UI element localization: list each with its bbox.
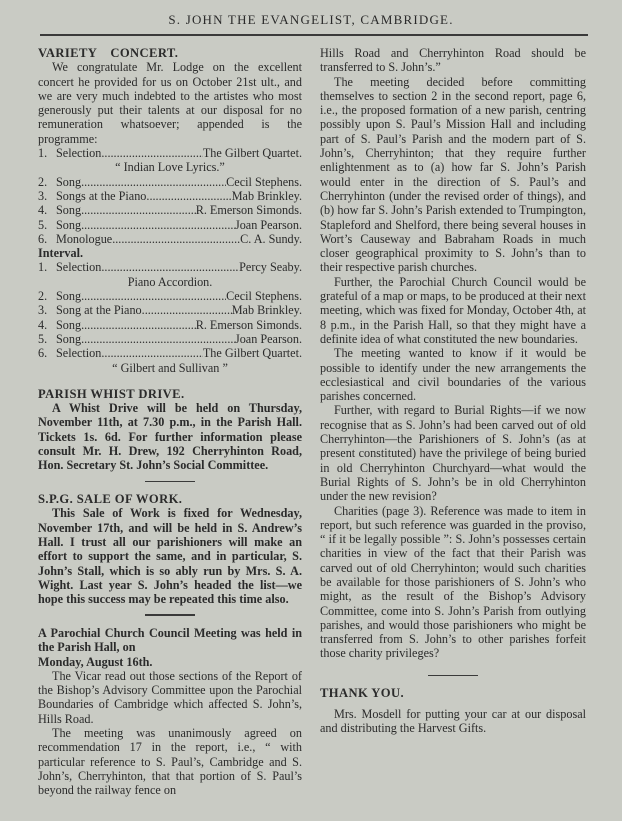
pcc-paragraph: The meeting decided before committing themselves to section 2 in the second report, page 6, i.e., the proposed formation of a new parish, centring possibly upon S. Paul’s Mission Hall and including part of S. Paul’s Parish and the modern part of S. John’s, Cherryhinton; that they require further enlightenment as to (a) how far S. John’s Parish would enter in the direction of S. Paul’s and Cherryhinton (under the revised order of things), and (b) how far S. John’s Parish extended to Trumpington, Stapleford and Shelford, there being several houses in Wort’s Causeway and Babraham Roads in much closer geographical proximity to S. John’s than to their respective parish churches. xyxy=(320,74,586,275)
left-column xyxy=(38,46,302,798)
programme-item-title: Song at the Piano xyxy=(56,303,142,318)
programme-performer: C. A. Sundy. xyxy=(240,231,302,246)
programme-number: 2. xyxy=(38,289,48,304)
spg-heading: S.P.G. SALE OF WORK. xyxy=(38,492,183,507)
programme-performer: The Gilbert Quartet. xyxy=(202,346,302,361)
programme-item xyxy=(38,189,302,203)
programme-item xyxy=(38,203,302,217)
programme-item-title: Selection xyxy=(56,346,102,361)
programme-item xyxy=(38,332,302,346)
dot-leader xyxy=(146,189,231,203)
spg-text: This Sale of Work is fixed for Wednesday, November 17th, and will be held in S. Andrew’s Hall. I trust all our parishioners will make an effort to support the same, and in particular, S. John’s Stall, which is so ably run by Mrs. S. A. Wight. Last year S. John’s headed the list—we hope this success may be repeated this time also. xyxy=(38,506,302,607)
programme-number: 6. xyxy=(38,231,48,246)
programme-performer: The Gilbert Quartet. xyxy=(202,146,302,161)
pcc-date: Monday, August 16th. xyxy=(38,654,153,669)
programme-item-title: Song xyxy=(56,289,82,304)
dot-leader xyxy=(81,318,196,332)
pcc-paragraph: Charities (page 3). Reference was made to item in report, but such reference was guarded in the proviso, “ if it be legally possible ”: S. John’s possesses certain charities in view of the fact that their Parish was carved out of old Cherryhinton; would such charities be available for those parishioners of S. John’s who might, as the result of the Bishop’s Advisory Committee, come into S. John’s Parish from outlying parishes, and would those parishioners who might be transferred from S. John’s to other parishes forfeit those charity privileges? xyxy=(320,503,586,661)
dot-leader xyxy=(81,175,226,189)
programme-number: 6. xyxy=(38,346,48,361)
programme-performer: Cecil Stephens. xyxy=(226,289,302,304)
programme-number: 4. xyxy=(38,203,48,218)
pcc-paragraph: Hills Road and Cherryhinton Road should be transferred to S. John’s.” xyxy=(320,46,586,75)
programme-number: 5. xyxy=(38,217,48,232)
programme-number: 4. xyxy=(38,317,48,332)
dot-leader xyxy=(101,260,239,274)
programme-item xyxy=(38,175,302,189)
dot-leader xyxy=(81,289,226,303)
programme-item-title: Monologue xyxy=(56,231,113,246)
programme-item-title: Selection xyxy=(56,146,102,161)
programme-subtitle: “ Gilbert and Sullivan ” xyxy=(112,360,228,375)
dot-leader xyxy=(81,332,235,346)
page-header: S. JOHN THE EVANGELIST, CAMBRIDGE. xyxy=(168,12,454,27)
programme-item xyxy=(38,260,302,274)
dot-leader xyxy=(101,346,202,360)
pcc-paragraph: Further, the Parochial Church Council would be grateful of a map or maps, to be produced at their next meeting, which was fixed for Monday, October 4th, at 8 p.m., in the Parish Hall, so that they might have a definite idea of what constituted the new boundaries. xyxy=(320,274,586,346)
section-divider xyxy=(145,481,195,483)
programme-item-title: Song xyxy=(56,203,82,218)
programme-performer: Mab Brinkley. xyxy=(231,303,302,318)
pcc-paragraph: The meeting was unanimously agreed on recommendation 17 in the report, i.e., “ with particular reference to S. Paul’s, Cambridge and S. John’s, Cherryhinton, that that portion of S. Paul’s beyond the railway fence on xyxy=(38,726,302,798)
programme-item-title: Selection xyxy=(56,260,102,275)
right-column xyxy=(320,46,586,735)
programme-number: 3. xyxy=(38,303,48,318)
programme-item-title: Song xyxy=(56,217,82,232)
programme-part1 xyxy=(38,146,302,246)
programme-performer: R. Emerson Simonds. xyxy=(195,203,302,218)
programme-item xyxy=(38,303,302,317)
pcc-paragraph: The meeting wanted to know if it would be possible to identify under the new arrangements the ecclesiastical and civil boundaries of the various parishes concerned. xyxy=(320,346,586,404)
programme-number: 3. xyxy=(38,188,48,203)
programme-item xyxy=(38,218,302,232)
programme-item xyxy=(38,346,302,360)
variety-heading: VARIETY CONCERT. xyxy=(38,46,179,60)
pcc-paragraph: Further, with regard to Burial Rights—if we now recognise that as S. John’s had been carved out of old Cherryhinton—the Parishioners of S. John’s (as at present constituted) have the privilege of being buried in old Cherryhinton Churchyard—what would the Burial Rights of S. John’s be in old Cherryhinton under the new revision? xyxy=(320,403,586,504)
programme-subtitle: Piano Accordion. xyxy=(127,274,213,289)
section-divider xyxy=(145,614,195,616)
interval-heading: Interval. xyxy=(38,246,84,261)
spacer xyxy=(38,375,302,387)
pcc-paragraph: The Vicar read out those sections of the Report of the Bishop’s Advisory Committee upon the Parochial Boundaries of Cambridge which affected S. John’s, Hills Road. xyxy=(38,668,302,726)
thanks-heading: THANK YOU. xyxy=(320,686,404,701)
dot-leader xyxy=(81,203,196,217)
programme-performer: Joan Pearson. xyxy=(234,217,302,232)
programme-performer: Mab Brinkley. xyxy=(231,188,302,203)
dot-leader xyxy=(81,218,235,232)
programme-item xyxy=(38,232,302,246)
programme-item-title: Song xyxy=(56,331,82,346)
whist-heading: PARISH WHIST DRIVE. xyxy=(38,386,185,401)
programme-subtitle: “ Indian Love Lyrics.” xyxy=(115,160,225,175)
thanks-text: Mrs. Mosdell for putting your car at our disposal and distributing the Harvest Gifts. xyxy=(320,706,586,735)
programme-item xyxy=(38,289,302,303)
programme-number: 2. xyxy=(38,174,48,189)
programme-number: 1. xyxy=(38,146,48,161)
programme-number: 5. xyxy=(38,331,48,346)
programme-item xyxy=(38,318,302,332)
dot-leader xyxy=(101,146,202,160)
section-divider xyxy=(428,675,478,677)
programme-item-title: Songs at the Piano xyxy=(56,188,147,203)
variety-intro: We congratulate Mr. Lodge on the excellent concert he provided for us on October 21st ult., and we are very much indebted to the artistes who most generously put their talents at our disposal for no remuneration whatsoever; appended is the programme: xyxy=(38,60,302,146)
programme-item-title: Song xyxy=(56,174,82,189)
dot-leader xyxy=(142,303,232,317)
programme-item-title: Song xyxy=(56,317,82,332)
dot-leader xyxy=(112,232,240,246)
programme-part2 xyxy=(38,260,302,374)
programme-performer: Cecil Stephens. xyxy=(226,174,302,189)
programme-performer: Percy Seaby. xyxy=(239,260,302,275)
programme-number: 1. xyxy=(38,260,48,275)
whist-text: A Whist Drive will be held on Thursday, November 11th, at 7.30 p.m., in the Parish Hall. Tickets 1s. 6d. For further information please consult Mr. H. Drew, 192 Cherryhinton Road, Hon. Secretary St. John’s Social Committee. xyxy=(38,401,302,473)
programme-item xyxy=(38,146,302,160)
pcc-heading: A Parochial Church Council Meeting was held in the Parish Hall, on xyxy=(38,625,302,655)
header-rule xyxy=(40,34,588,36)
programme-performer: Joan Pearson. xyxy=(234,331,302,346)
programme-performer: R. Emerson Simonds. xyxy=(195,317,302,332)
